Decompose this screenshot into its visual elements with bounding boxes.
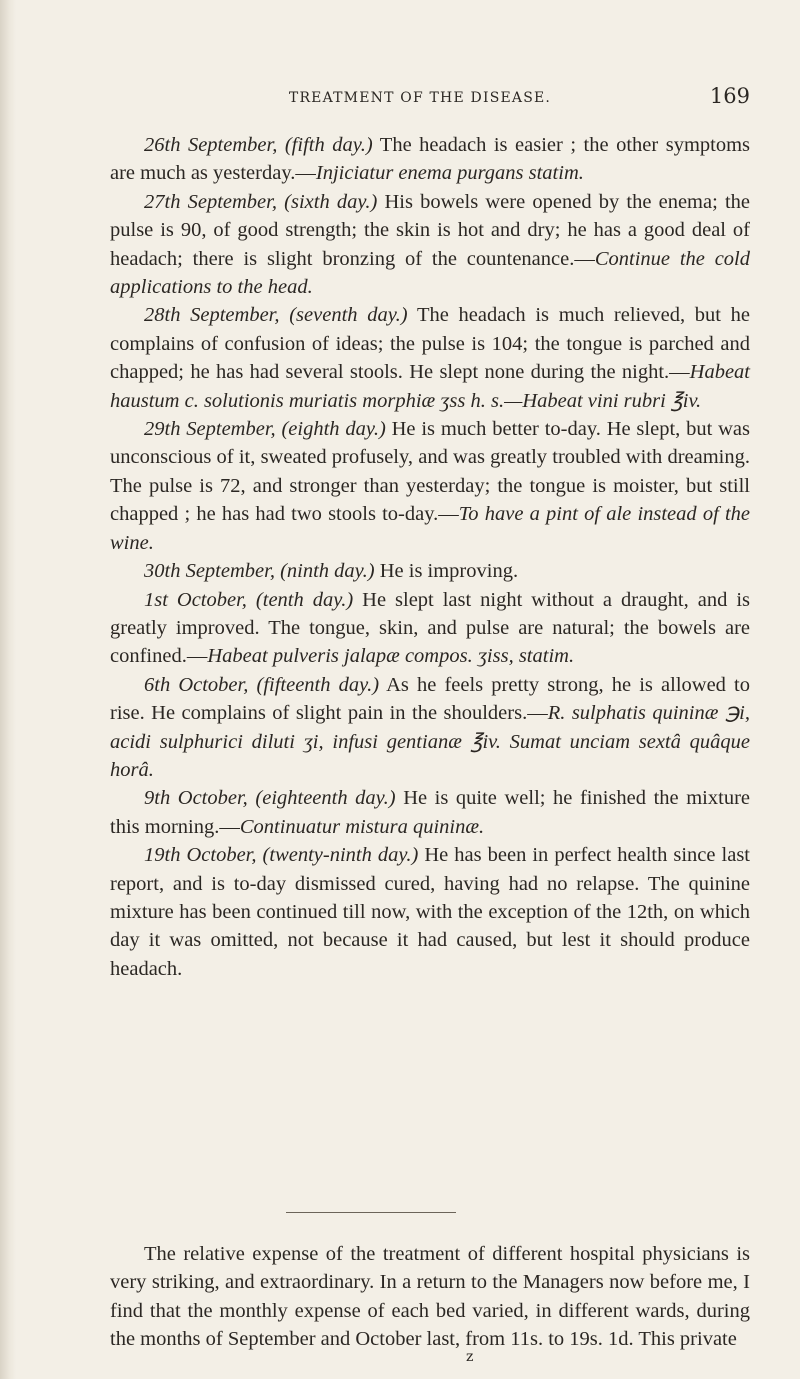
case-entry [110,131,750,188]
case-entry [110,415,750,557]
case-entries [110,131,750,983]
case-entry [110,301,750,415]
entry-text: His bowels were opened by the enema; the pulse is 90, of good strength; the skin is hot and dry; he has a good deal of headach; there is slight bronzing of the countenance.— [110,190,751,270]
entry-prescription: Habeat haustum c. solutionis muriatis morphiæ ʒss h. s.—Habeat vini rubri ℥iv. [110,361,750,412]
entry-day: (seventh day.) [289,304,408,327]
entry-text: He is quite well; he finished the mixture this morning.— [110,787,750,838]
entry-date: 29th September, [144,418,276,441]
entry-date: 30th September, [144,560,275,583]
case-entry [110,586,750,671]
entry-prescription: Continuatur mistura quininæ. [239,815,485,838]
entry-text: He slept last night without a draught, and is greatly improved. The tongue, skin, and pulse are natural; the bowels are confined.— [110,588,750,668]
case-entry [110,784,750,841]
entry-date: 6th October, [144,673,249,696]
case-entry [110,557,750,585]
entry-text: He has been in perfect health since last report, and is to-day dismissed cured, having had no relapse. The quinine mixture has been continued till now, with the exception of the 12th, on which day it was omitted, not because it had caused, but lest it should produce headach. [110,844,750,980]
entry-day: (sixth day.) [284,190,378,213]
case-entry [110,841,750,983]
entry-text: As he feels pretty strong, he is allowed to rise. He complains of slight pain in the shoulders.— [110,673,750,725]
entry-prescription: Continue the cold applications to the head. [110,247,750,299]
entry-prescription: R. sulphatis quininæ ℈i, acidi sulphurici diluti ʒi, infusi gentianæ ℥iv. Sumat unciam sextâ quâque horâ. [110,702,750,781]
entry-text: He is improving. [374,560,519,583]
closing-paragraph: The relative expense of the treatment of different hospital physicians is very striking, and extraordinary. In a return to the Managers now before me, I find that the monthly expense of each bed varied, in different wards, during the months of September and October last, from 11s. to 19s. 1d. This private [110,1243,750,1351]
entry-date: 28th September, [144,304,280,327]
entry-day: (twenty-ninth day.) [262,844,419,867]
entry-date: 19th October, [144,844,257,867]
entry-day: (ninth day.) [280,560,375,583]
entry-text: He is much better to-day. He slept, but was unconscious of it, sweated profusely, and was greatly troubled with dreaming. The pulse is 72, and stronger than yesterday; the tongue is moister, but still chapped ; he has had two stools to-day.— [110,418,750,526]
entry-day: (eighth day.) [281,418,386,441]
signature-mark: z [466,1349,474,1365]
case-entry [110,188,750,302]
entry-date: 1st October, [144,588,247,611]
entry-prescription: To have a pint of ale instead of the wine. [110,503,751,554]
entry-text: The headach is easier ; the other symptoms are much as yesterday.— [110,134,751,185]
section-divider [286,1212,456,1213]
entry-day: (eighteenth day.) [255,787,396,810]
entry-prescription: Habeat pulveris jalapæ compos. ʒiss, statim. [207,645,575,668]
entry-date: 9th October, [144,787,248,810]
entry-day: (fifth day.) [284,134,373,156]
entry-date: 27th September, [144,190,277,213]
running-title: TREATMENT OF THE DISEASE. [288,90,552,106]
entry-prescription: Injiciatur enema purgans statim. [315,162,584,185]
entry-day: (tenth day.) [255,588,354,611]
page-number: 169 [709,84,750,108]
case-entry [110,671,750,785]
entry-day: (fifteenth day.) [256,673,380,696]
entry-date: 26th September, [144,134,278,156]
page-binding-shadow [0,0,16,1379]
page-header [110,84,750,114]
entry-text: The headach is much relieved, but he complains of confusion of ideas; the pulse is 104; the tongue is parched and chapped; he has had several stools. He slept none during the night.— [110,304,750,384]
